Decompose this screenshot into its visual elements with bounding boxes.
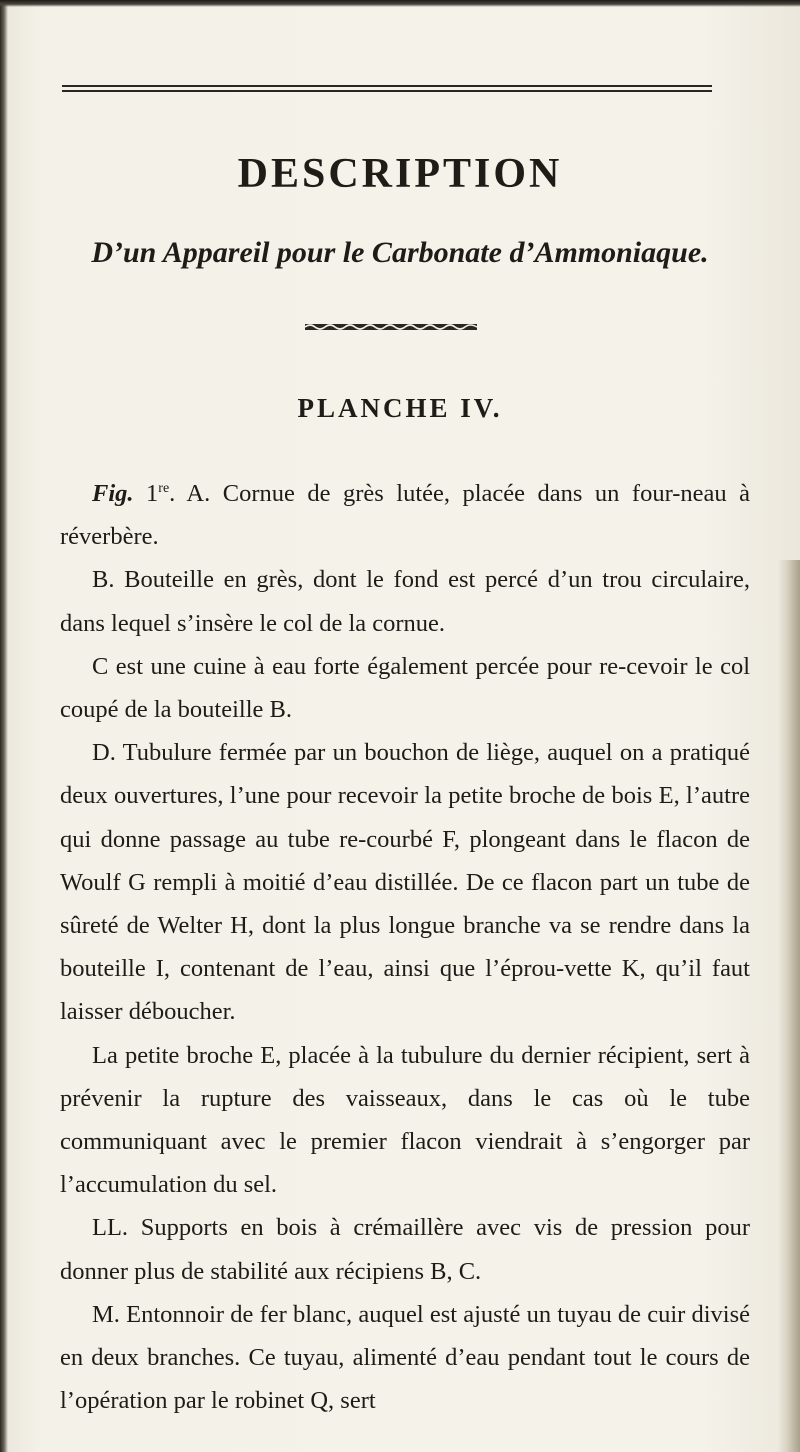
header-double-rule xyxy=(62,85,712,92)
document-title: DESCRIPTION xyxy=(237,151,563,197)
description-body xyxy=(60,472,750,1422)
paragraph-m: M. Entonnoir de fer blanc, auquel est ajusté un tuyau de cuir divisé en deux branches. Ce tuyau, alimenté d’eau pendant tout le cours de l’opération par le robinet Q, sert xyxy=(60,1300,750,1415)
fig-label: Fig. xyxy=(92,480,134,507)
page-left-edge xyxy=(0,0,8,1452)
page-top-edge xyxy=(0,0,800,7)
paragraph-broche: La petite broche E, placée à la tubulure du dernier récipient, sert à prévenir la rupture des vaisseaux, dans le cas où le tube communiquant avec le premier flacon viendrait à s’engorger par l’accumulation du sel. xyxy=(60,1041,750,1199)
paragraph-d: D. Tubulure fermée par un bouchon de liège, auquel on a pratiqué deux ouvertures, l’une pour recevoir la petite broche de bois E, l’autre qui donne passage au tube re-courbé F, plongeant dans le flacon de Woulf G rempli à moitié d’eau distillée. De ce flacon part un tube de sûreté de Welter H, dont la plus longue branche va se rendre dans la bouteille I, contenant de l’eau, ainsi que l’éprou-vette K, qu’il faut laisser déboucher. xyxy=(60,739,750,1026)
fig-number: 1 xyxy=(146,480,159,507)
ornament-divider xyxy=(305,322,477,332)
paragraph-ll: LL. Supports en bois à crémaillère avec vis de pression pour donner plus de stabilité aux récipiens B, C. xyxy=(60,1214,750,1285)
paragraph-text: . A. Cornue de grès lutée, placée dans un four-neau à réverbère. xyxy=(60,480,751,551)
document-subtitle: D’un Appareil pour le Carbonate d’Ammoniaque. xyxy=(91,236,709,269)
paragraph-b: B. Bouteille en grès, dont le fond est percé d’un trou circulaire, dans lequel s’insère le col de la cornue. xyxy=(60,566,750,637)
plate-heading: PLANCHE IV. xyxy=(297,393,503,423)
paragraph-fig-1 xyxy=(60,472,750,558)
page-right-shadow xyxy=(778,560,800,1452)
fig-superscript: re xyxy=(158,480,170,496)
paragraph-c: C est une cuine à eau forte également percée pour re-cevoir le col coupé de la bouteille B. xyxy=(60,652,750,724)
